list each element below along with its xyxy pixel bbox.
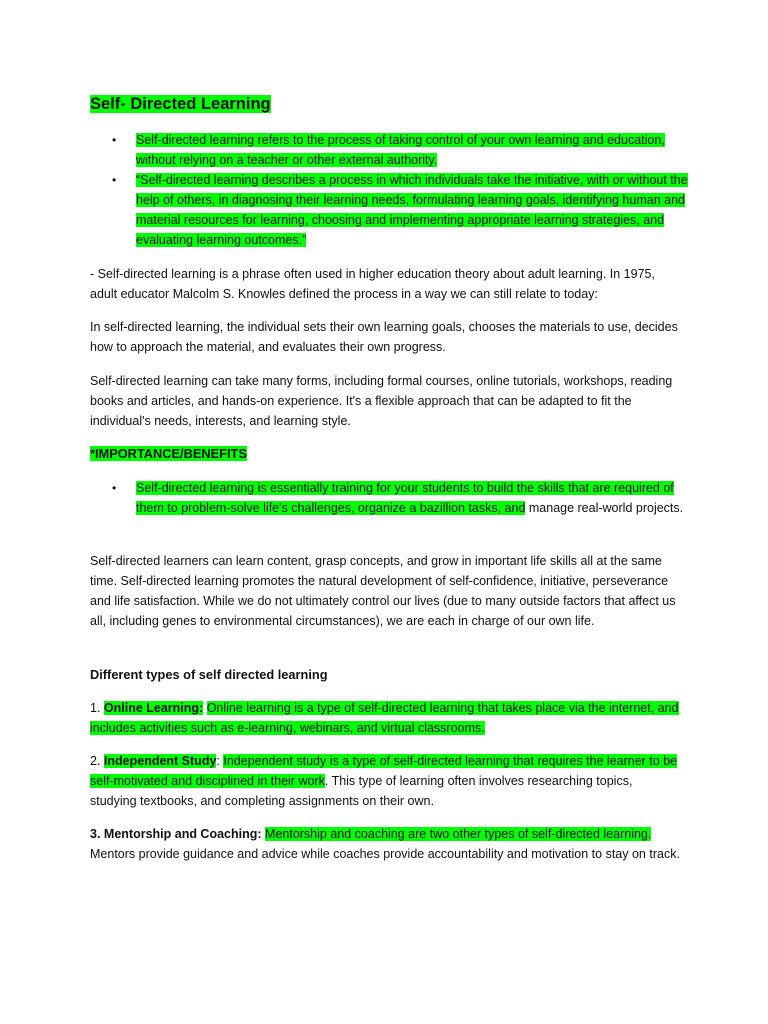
importance-heading-text: *IMPORTANCE/BENEFITS [90,446,247,461]
type-highlighted-text: Online learning is a type of self-directed learning that takes place via the internet, and includes activities such as e-learning, webinars, and virtual classrooms. [90,701,679,735]
intro-bullet-text: Self-directed learning refers to the process of taking control of your own learning and education, without relying on a teacher or other external authority. [136,133,665,167]
type-mentorship-coaching [90,824,680,864]
type-separator: : [216,754,224,768]
type-highlighted-text: Independent study is a type of self-directed learning that requires the learner to be self-motivated and disciplined in their work [90,754,678,788]
types-heading: Different types of self directed learning [90,667,328,682]
type-online-learning [90,698,680,738]
importance-bullet-list [90,478,690,518]
list-item [90,170,690,250]
document-title [90,93,271,115]
paragraph-forms: Self-directed learning can take many forms, including formal courses, online tutorials, workshops, reading books and articles, and hands-on experience. It's a flexible approach that can be adapted to fit the individual's needs, interests, and learning style. [90,374,673,428]
type-plain-text: Mentors provide guidance and advice while coaches provide accountability and motivation to stay on track. [90,847,680,861]
intro-bullet-list [90,130,690,250]
bullet-icon: • [112,133,117,147]
paragraph-learners: Self-directed learners can learn content, grasp concepts, and grow in important life skills all at the same time. Self-directed learning promotes the natural development of self-confidence, initiative, perseverance and life satisfaction. While we do not ultimately control our lives (due to many outside factors that affect us all, including genes to environmental circumstances), we are each in charge of our own life. [90,554,676,628]
list-item [90,478,690,518]
list-item [90,130,690,170]
type-label: Independent Study [103,754,217,768]
type-number: 3. [90,827,104,841]
type-independent-study [90,751,680,811]
type-label: Online Learning: [103,701,204,715]
bullet-icon: • [112,481,117,495]
paragraph-goals: In self-directed learning, the individual sets their own learning goals, chooses the materials to use, decides how to approach the material, and evaluates their own progress. [90,320,678,354]
importance-bullet-plain: manage real-world projects. [525,501,684,515]
bullet-icon: • [112,173,117,187]
type-number: 2. [90,754,104,768]
title-text: Self- Directed Learning [90,95,271,113]
type-number: 1. [90,701,104,715]
type-highlighted-text: Mentorship and coaching are two other types of self-directed learning. [265,827,652,841]
paragraph-knowles: - Self-directed learning is a phrase often used in higher education theory about adult learning. In 1975, adult educator Malcolm S. Knowles defined the process in a way we can still relate to today: [90,267,655,301]
importance-bullet-highlighted: Self-directed learning is essentially training for your students to build the skills that are required of them to problem-solve life's challenges, organize a bazillion tasks, and [136,481,674,515]
type-plain-text: . This type of learning often involves researching topics, studying textbooks, and completing assignments on their own. [90,774,633,808]
type-label: Mentorship and Coaching: [103,827,262,841]
intro-bullet-text: “Self-directed learning describes a process in which individuals take the initiative, with or without the help of others, in diagnosing their learning needs, formulating learning goals, identifying human and material resources for learning, choosing and implementing appropriate learning strategies, and evaluating learning outcomes.” [136,173,688,247]
importance-heading [90,444,247,464]
